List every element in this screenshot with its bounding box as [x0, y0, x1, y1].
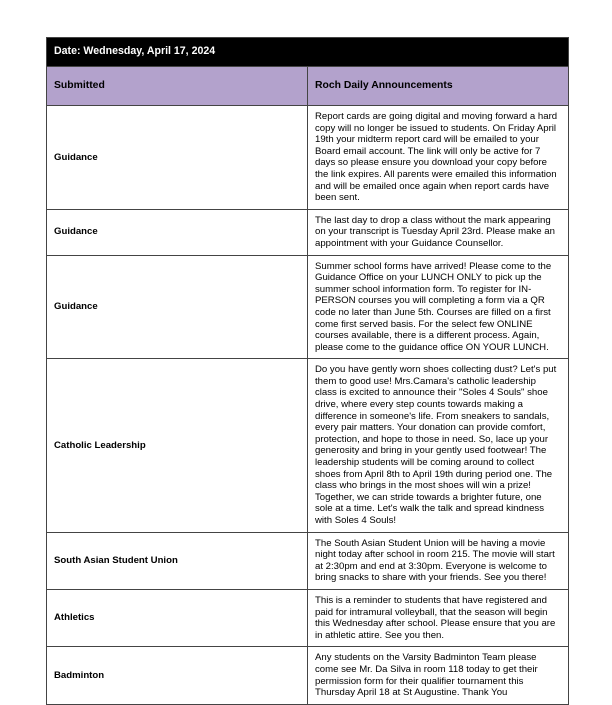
announcement-text: Summer school forms have arrived! Please come to the Guidance Office on your LUNCH ONLY to pick up the summer school information form. To register for IN-PERSON courses you will completing a form via a QR code no later than June 5th. Courses are filled on a first come first served basis. For the select few ONLINE courses available, there is a different process. Again, please come to the guidance office ON YOUR LUNCH.: [308, 255, 569, 359]
announcement-text: This is a reminder to students that have registered and paid for intramural volleyball, that the season will begin this Wednesday after school. Please ensure that you are in athletic attire. See you then.: [308, 589, 569, 646]
announcement-text: The last day to drop a class without the mark appearing on your transcript is Tuesday April 23rd. Please make an appointment with your Guidance Counsellor.: [308, 209, 569, 255]
announcement-text: Do you have gently worn shoes collecting dust? Let's put them to good use! Mrs.Camara's catholic leadership class is excited to announce their "Soles 4 Souls" shoe drive, where every step counts towards making a difference in someone's life. From sneakers to sandals, every pair matters. Your donation can provide comfort, protection, and hope to those in need. So, lace up your generosity and bring in your gently used footwear! The leadership students will be coming around to collect shoes from April 8th to April 19th during period one. The class who brings in the most shoes will win a prize! Together, we can stride towards a brighter future, one sole at a time. Let's walk the talk and spread kindness with Soles 4 Souls!: [308, 359, 569, 532]
announcements-column-header: Roch Daily Announcements: [308, 67, 569, 106]
announcements-table: [46, 37, 569, 705]
submitted-by: Guidance: [47, 209, 308, 255]
date-row: [47, 38, 569, 67]
announcement-row: [47, 209, 569, 255]
submitted-by: Athletics: [47, 589, 308, 646]
announcement-row: [47, 106, 569, 210]
column-header-row: [47, 67, 569, 106]
submitted-by: Catholic Leadership: [47, 359, 308, 532]
announcement-row: [47, 589, 569, 646]
announcement-text: Any students on the Varsity Badminton Team please come see Mr. Da Silva in room 118 today to get their permission form for their qualifier tournament this Thursday April 18 at St Augustine. Thank You: [308, 647, 569, 704]
submitted-column-header: Submitted: [47, 67, 308, 106]
submitted-by: South Asian Student Union: [47, 532, 308, 589]
announcement-row: [47, 255, 569, 359]
announcement-text: The South Asian Student Union will be having a movie night today after school in room 215. The movie will start at 2:30pm and end at 3:30pm. Everyone is welcome to bring snacks to share with your friends. See you there!: [308, 532, 569, 589]
submitted-by: Badminton: [47, 647, 308, 704]
announcement-row: [47, 532, 569, 589]
date-label: Date: Wednesday, April 17, 2024: [47, 38, 569, 67]
announcement-row: [47, 647, 569, 704]
announcement-row: [47, 359, 569, 532]
submitted-by: Guidance: [47, 106, 308, 210]
announcement-text: Report cards are going digital and moving forward a hard copy will no longer be issued to students. On Friday April 19th your midterm report card will be emailed to your Board email account. The link will only be active for 7 days so please ensure you download your copy before the link expires. All parents were emailed this information and will be emailed once again when report cards have been sent.: [308, 106, 569, 210]
submitted-by: Guidance: [47, 255, 308, 359]
